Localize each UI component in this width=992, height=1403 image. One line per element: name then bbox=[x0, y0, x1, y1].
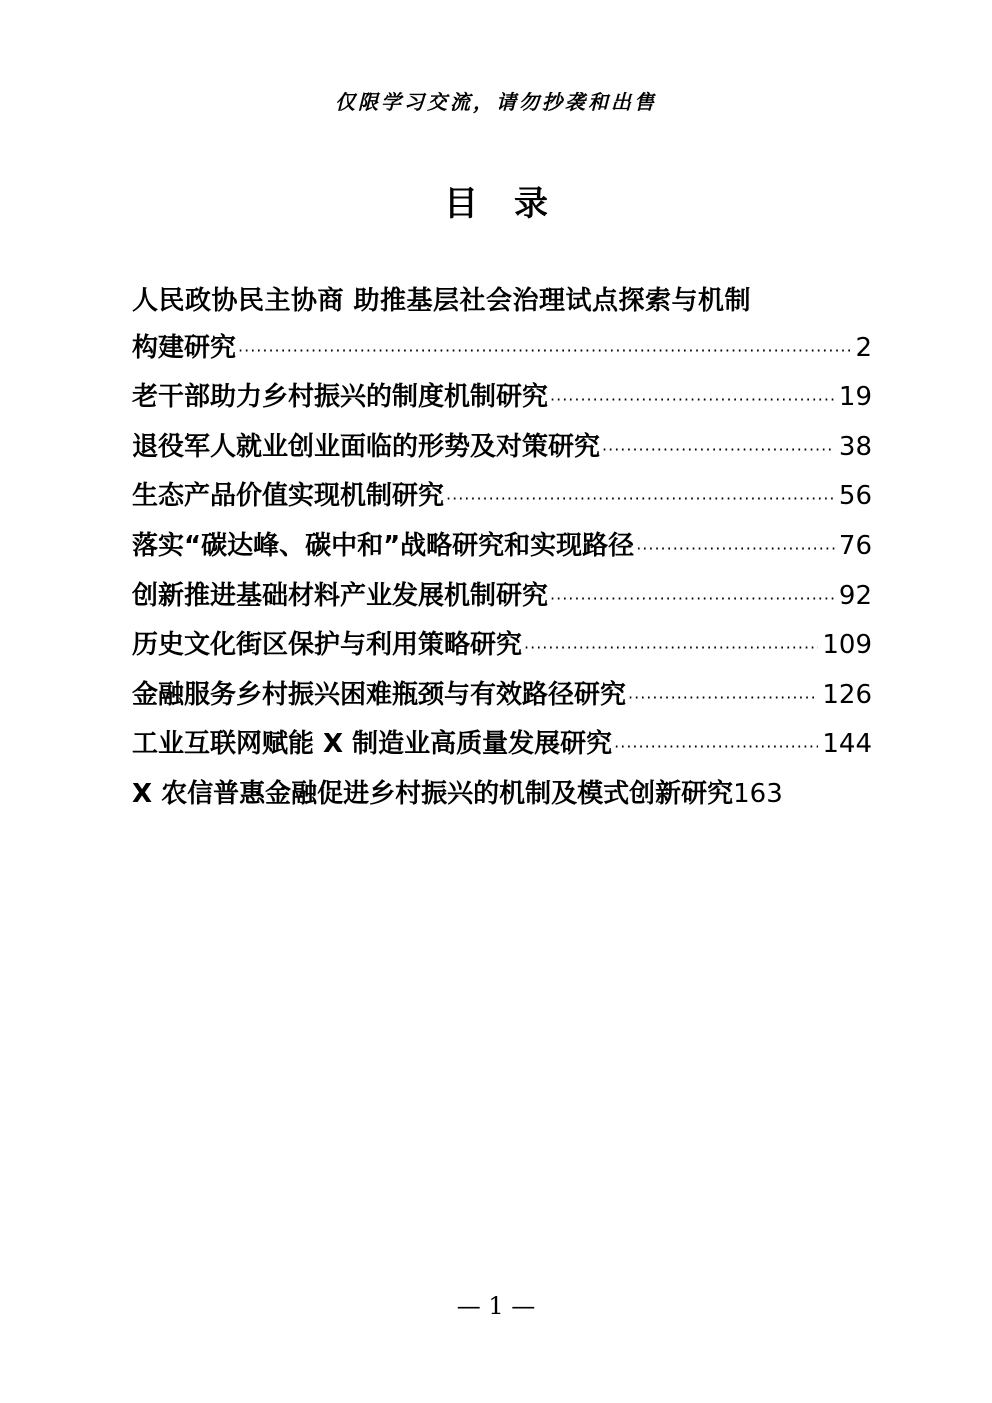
toc-leader-dots bbox=[550, 576, 835, 623]
table-of-contents bbox=[132, 278, 872, 818]
toc-entry-title: 老干部助力乡村振兴的制度机制研究 bbox=[132, 382, 549, 413]
toc-leader-dots bbox=[550, 377, 835, 424]
toc-entry[interactable] bbox=[132, 424, 872, 474]
toc-entry[interactable] bbox=[132, 278, 872, 374]
toc-entry-title: 退役军人就业创业面临的形势及对策研究 bbox=[132, 431, 601, 462]
toc-entry-title-line-2: 构建研究 bbox=[132, 332, 237, 363]
toc-entry[interactable] bbox=[132, 523, 872, 573]
toc-entry-title: 创新推进基础材料产业发展机制研究 bbox=[132, 580, 549, 611]
toc-entry-title: X 农信普惠金融促进乡村振兴的机制及模式创新研究 bbox=[132, 778, 734, 809]
toc-entry-page: 92 bbox=[838, 580, 872, 611]
toc-leader-dots bbox=[238, 328, 851, 375]
toc-entry-page: 126 bbox=[822, 679, 872, 710]
toc-entry-page: 144 bbox=[822, 729, 872, 760]
toc-entry[interactable] bbox=[132, 672, 872, 722]
toc-leader-dots bbox=[524, 625, 818, 672]
toc-entry[interactable] bbox=[132, 622, 872, 672]
toc-entry-page: 56 bbox=[838, 481, 872, 512]
toc-entry[interactable] bbox=[132, 771, 872, 818]
toc-title: 目录 bbox=[444, 184, 584, 224]
toc-entry-title: 历史文化街区保护与利用策略研究 bbox=[132, 630, 523, 661]
toc-entry-title: 生态产品价值实现机制研究 bbox=[132, 481, 445, 512]
toc-leader-dots bbox=[602, 427, 835, 474]
toc-leader-dots bbox=[446, 476, 835, 523]
toc-entry-page: 19 bbox=[838, 382, 872, 413]
toc-entry-page: 2 bbox=[855, 332, 872, 363]
toc-entry-title: 落实“碳达峰、碳中和”战略研究和实现路径 bbox=[132, 530, 635, 561]
toc-entry-title: 金融服务乡村振兴困难瓶颈与有效路径研究 bbox=[132, 679, 627, 710]
toc-entry-page: 38 bbox=[838, 431, 872, 462]
toc-entry[interactable] bbox=[132, 374, 872, 424]
toc-entry-page: 109 bbox=[822, 630, 872, 661]
toc-entry-title: 工业互联网赋能 X 制造业高质量发展研究 bbox=[132, 729, 613, 760]
toc-entry[interactable] bbox=[132, 573, 872, 623]
toc-leader-dots bbox=[636, 526, 835, 573]
page-number: — 1 — bbox=[456, 1292, 536, 1320]
toc-entry-page: 76 bbox=[838, 530, 872, 561]
toc-leader-dots bbox=[628, 675, 818, 722]
toc-entry-title-line-1: 人民政协民主协商 助推基层社会治理试点探索与机制 bbox=[132, 286, 752, 316]
toc-entry[interactable] bbox=[132, 721, 872, 771]
toc-entry-page: 163 bbox=[733, 778, 783, 809]
header-disclaimer: 仅限学习交流，请勿抄袭和出售 bbox=[335, 90, 657, 114]
toc-entry[interactable] bbox=[132, 473, 872, 523]
toc-leader-dots bbox=[614, 724, 818, 771]
